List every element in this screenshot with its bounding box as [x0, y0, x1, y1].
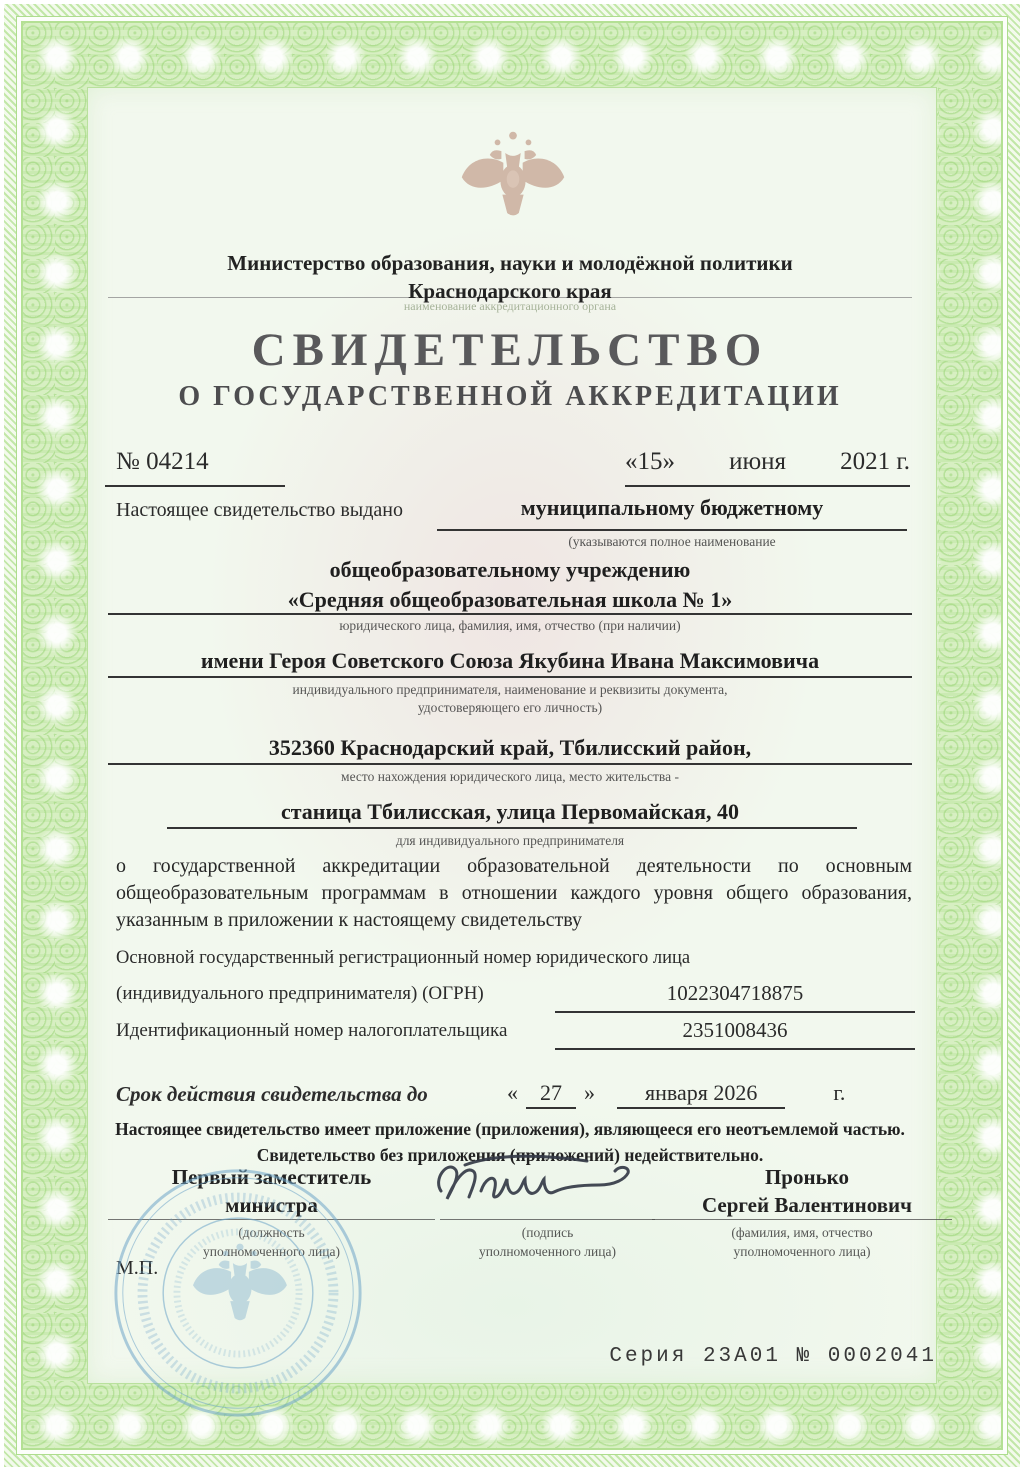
ogrn-label-line1: Основной государственный регистрационный номер юридического лица — [116, 948, 691, 968]
recipient-line2: «Средняя общеобразовательная школа № 1» — [287, 587, 733, 612]
signer-position-line2: министра — [225, 1193, 318, 1217]
official-stamp-seal-icon — [110, 1165, 366, 1421]
ogrn-underline — [555, 1011, 915, 1013]
validity-date — [507, 1080, 845, 1109]
stamp-place-mark: М.П. — [116, 1257, 159, 1279]
address-underline1 — [108, 763, 912, 765]
issued-caption: (указываются полное наименование — [568, 534, 776, 549]
validity-day: 27 — [526, 1080, 576, 1109]
note-line1: Настоящее свидетельство имеет приложение (приложения), являющееся его неотъемлемой частью. — [115, 1119, 905, 1139]
inn-underline — [555, 1048, 915, 1050]
certificate-title-line2: О ГОСУДАРСТВЕННОЙ АККРЕДИТАЦИИ — [178, 381, 842, 412]
address-line1: 352360 Краснодарский край, Тбилисский район, — [268, 735, 752, 760]
address-underline2 — [167, 827, 857, 829]
position-caption1: (должность — [238, 1225, 305, 1240]
signer-name-line2: Сергей Валентинович — [701, 1193, 913, 1217]
validity-suffix: г. — [833, 1080, 846, 1105]
recipient-caption: юридического лица, фамилия, имя, отчество (при наличии) — [339, 618, 681, 633]
named-underline — [108, 676, 912, 678]
position-caption2: уполномоченного лица) — [203, 1244, 340, 1259]
document-content — [87, 87, 937, 1384]
ogrn-label-line2: (индивидуального предпринимателя) (ОГРН) — [116, 983, 484, 1004]
issued-underline — [437, 529, 907, 531]
named-caption1: индивидуального предпринимателя, наименование и реквизиты документа, — [292, 682, 728, 697]
coat-of-arms-eagle-icon — [455, 121, 571, 245]
inn-value: 2351008436 — [682, 1018, 788, 1042]
ministry-caption: наименование аккредитационного органа — [403, 299, 617, 313]
ministry-name-line1: Министерство образования, науки и молодёжной политики — [227, 251, 793, 275]
accreditation-paragraph: о государственной аккредитации образовательной деятельности по основным общеобразовательным программам в отношении каждого уровня общего образования, указанным в приложении к настоящему свидетельству — [116, 855, 912, 931]
issued-recipient: муниципальному бюджетному — [520, 495, 824, 520]
signature-underline — [440, 1219, 655, 1220]
issued-prefix: Настоящее свидетельство выдано — [116, 499, 404, 521]
address-caption2: для индивидуального предпринимателя — [395, 833, 625, 848]
name-caption2: уполномоченного лица) — [733, 1244, 871, 1259]
validity-close-quote: » — [584, 1080, 595, 1105]
inn-label: Идентификационный номер налогоплательщика — [116, 1020, 508, 1041]
name-underline — [652, 1219, 952, 1220]
issue-date-year: 2021 г. — [840, 448, 910, 475]
certificate-number: № 04214 — [116, 448, 209, 475]
address-line2: станица Тбилисская, улица Первомайская, 40 — [280, 799, 740, 824]
recipient-line1: общеобразовательному учреждению — [329, 557, 691, 582]
issue-date-day: «15» — [625, 448, 675, 475]
series-number: Серия 23А01 № 0002041 — [609, 1345, 937, 1368]
signature-scribble — [417, 1145, 657, 1215]
number-underline — [105, 485, 285, 487]
signer-position-line1: Первый заместитель — [171, 1165, 372, 1189]
issue-date-month: июня — [729, 448, 786, 475]
signature-caption2: уполномоченного лица) — [479, 1244, 616, 1259]
validity-open-quote: « — [507, 1080, 518, 1105]
named-after-line: имени Героя Советского Союза Якубина Ивана Максимовича — [200, 648, 820, 673]
signature-caption1: (подпись — [521, 1225, 574, 1240]
validity-month-year: января 2026 — [617, 1080, 785, 1109]
named-caption2: удостоверяющего его личность) — [417, 700, 603, 715]
signer-name-line1: Пронько — [764, 1165, 850, 1189]
ministry-name-line2: Краснодарского края — [408, 279, 612, 303]
certificate-title-line1: СВИДЕТЕЛЬСТВО — [251, 324, 769, 376]
note-line2: Свидетельство без приложения (приложений) недействительно. — [256, 1145, 764, 1165]
issue-date — [625, 448, 910, 476]
name-caption1: (фамилия, имя, отчество — [731, 1225, 873, 1240]
validity-label: Срок действия свидетельства до — [116, 1082, 428, 1106]
date-underline — [625, 485, 910, 487]
recipient-underline — [108, 613, 912, 615]
ogrn-value: 1022304718875 — [666, 981, 804, 1005]
address-caption1: место нахождения юридического лица, место жительства - — [341, 769, 679, 784]
